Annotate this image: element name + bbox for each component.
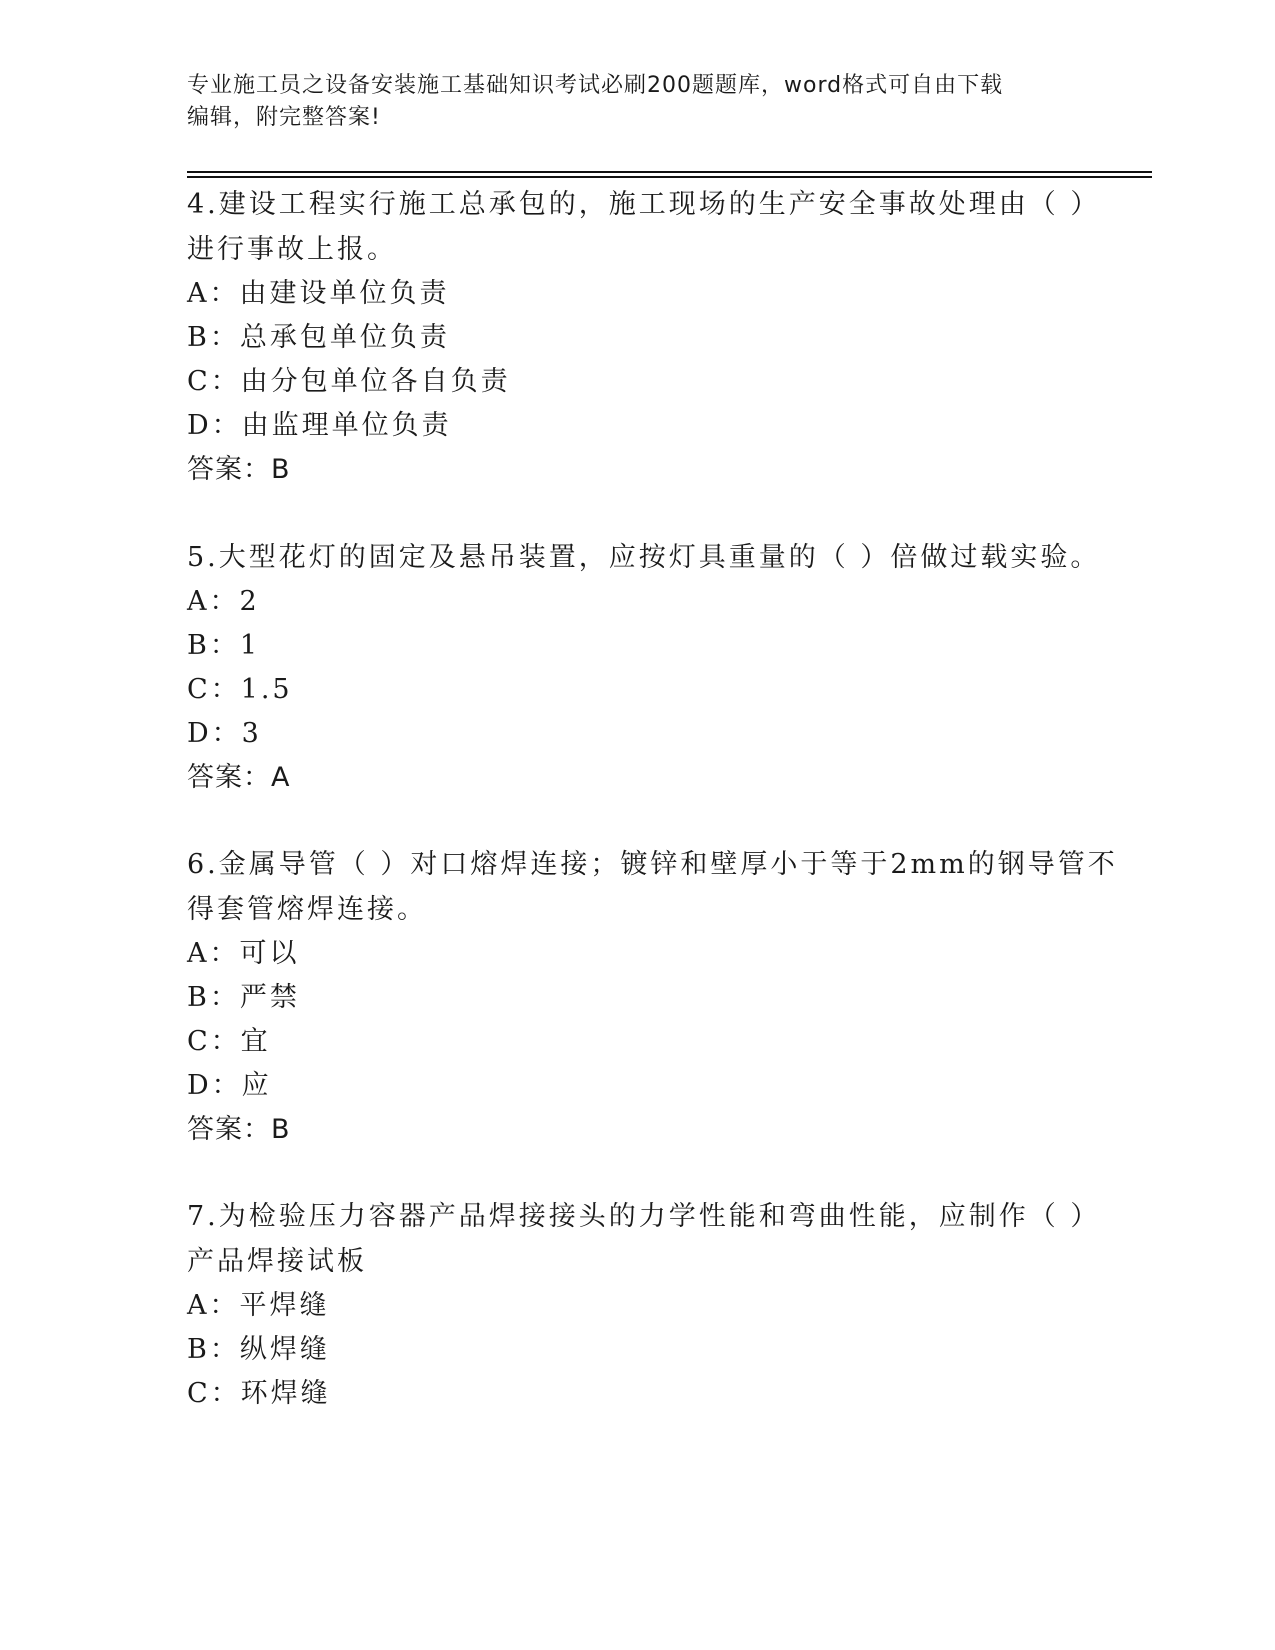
- answer: 答案：B: [187, 1114, 291, 1145]
- option-a: A：由建设单位负责: [187, 278, 450, 309]
- option-b: B：严禁: [187, 982, 300, 1013]
- option-b: B：总承包单位负责: [187, 322, 450, 353]
- option-a: A：2: [187, 586, 260, 617]
- option-d: D：3: [187, 718, 262, 749]
- question-stem-line-1: 6.金属导管（ ）对口熔焊连接；镀锌和壁厚小于等于2mm的钢导管不: [187, 849, 1118, 880]
- header-rule-bottom: [187, 176, 1152, 178]
- header-line-2: 编辑，附完整答案!: [187, 105, 381, 130]
- option-c: C：环焊缝: [187, 1378, 331, 1409]
- question-stem-line-2: 进行事故上报。: [187, 234, 397, 265]
- header-rule-top: [187, 171, 1152, 173]
- question-stem-line-1: 7.为检验压力容器产品焊接接头的力学性能和弯曲性能，应制作（ ）: [187, 1201, 1101, 1232]
- option-c: C：宜: [187, 1026, 271, 1057]
- option-d: D：由监理单位负责: [187, 410, 452, 441]
- option-a: A：可以: [187, 938, 300, 969]
- question-stem-line-2: 产品焊接试板: [187, 1246, 367, 1277]
- question-stem-line-2: 得套管熔焊连接。: [187, 894, 427, 925]
- answer: 答案：A: [187, 762, 291, 793]
- document-header: [187, 70, 1087, 134]
- header-line-1: 专业施工员之设备安装施工基础知识考试必刷200题题库，word格式可自由下载: [187, 73, 1004, 98]
- option-c: C：1.5: [187, 674, 293, 705]
- option-b: B：纵焊缝: [187, 1334, 330, 1365]
- option-b: B：1: [187, 630, 261, 661]
- option-c: C：由分包单位各自负责: [187, 366, 511, 397]
- question-stem-line-1: 4.建设工程实行施工总承包的，施工现场的生产安全事故处理由（ ）: [187, 189, 1101, 220]
- option-d: D：应: [187, 1070, 272, 1101]
- question-stem-line-1: 5.大型花灯的固定及悬吊装置，应按灯具重量的（ ）倍做过载实验。: [187, 542, 1101, 573]
- option-a: A：平焊缝: [187, 1290, 330, 1321]
- answer: 答案：B: [187, 454, 291, 485]
